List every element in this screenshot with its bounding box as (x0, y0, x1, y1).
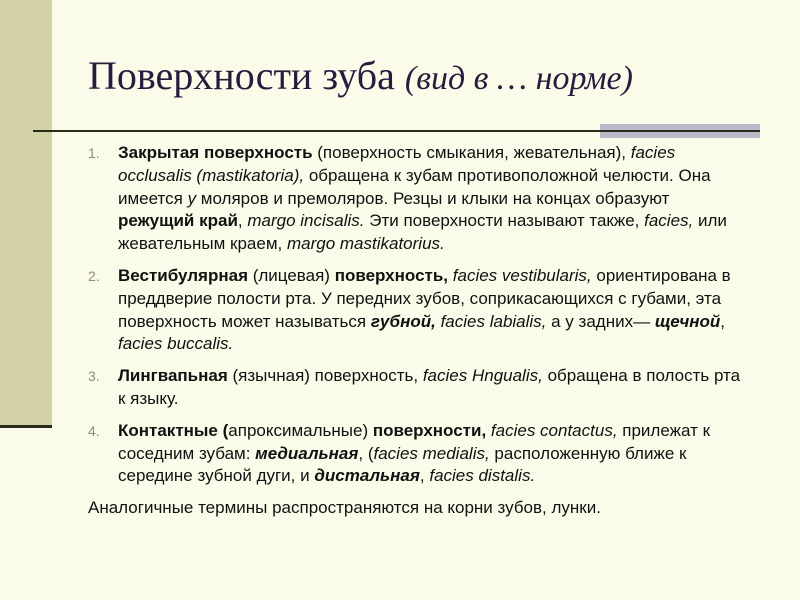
text-run: margo incisalis. (247, 211, 365, 231)
text-run: facies, (644, 211, 694, 231)
text-run: дистальная (314, 466, 420, 486)
side-decoration-line (0, 425, 52, 428)
list-item-text (118, 143, 727, 253)
text-run: facies labialis, (440, 311, 547, 331)
text-run: или жевательным краем, (118, 211, 727, 254)
slide-body (88, 142, 748, 520)
text-run: facies buccalis. (118, 334, 234, 354)
text-run: поверхность, (334, 265, 449, 285)
list-item (88, 420, 748, 488)
text-run: щечной (654, 311, 721, 331)
text-run: а у задних— (546, 311, 655, 331)
text-run: Контактные ( (118, 420, 229, 440)
text-run: facies distalis. (429, 466, 536, 486)
text-run: facies contactus, (490, 420, 618, 440)
text-run: апроксимальные) (228, 420, 373, 440)
closing-note: Аналогичные термины распространяются на корни зубов, лунки. (88, 498, 601, 518)
list-item-number: 2. (88, 267, 100, 284)
text-run: facies medialis, (373, 443, 490, 463)
list-item-number: 3. (88, 368, 100, 385)
text-run: margo mastikatorius. (286, 234, 445, 254)
text-run: (лицевая) (248, 265, 335, 285)
text-run: обращена к зубам противоположной челюсти. Она имеется (118, 165, 711, 208)
slide-title (88, 52, 633, 99)
list-item (88, 265, 748, 356)
text-run: режущий край (118, 211, 238, 231)
text-run: губной, (370, 311, 436, 331)
text-run: обращена в полость рта к языку. (118, 366, 741, 408)
text-run: , ( (358, 443, 374, 463)
text-run: ориентирована в преддверие полости рта. У передних зубов, соприкасающихся с губами, эта поверхность может называться (118, 265, 731, 331)
text-run: моляров и премоляров. Резцы и клыки на концах образуют (196, 188, 670, 208)
list-item (88, 142, 748, 256)
text-run: Закрытая поверхность (118, 143, 313, 162)
text-run: Лингвапьная (118, 366, 228, 386)
text-run: поверхности, (372, 420, 487, 440)
text-run: (язычная) поверхность, (227, 366, 423, 386)
list-item-text (118, 421, 710, 486)
text-run: (поверхность смыкания, жевательная), (312, 143, 631, 162)
text-run: facies vestibularis, (452, 265, 592, 285)
slide-title-italic: (вид в … норме) (404, 60, 633, 97)
text-run: , (720, 311, 725, 331)
text-run: у (187, 188, 197, 208)
list-item-number: 1. (88, 145, 100, 161)
text-run: Вестибулярная (118, 265, 248, 285)
list-item (88, 365, 748, 411)
text-run: facies occlusalis (mastikatoria), (118, 143, 676, 185)
text-run: прилежат к соседним зубам: (118, 420, 711, 463)
list-item-text (118, 266, 731, 353)
text-run: facies Hngualis, (422, 366, 543, 386)
surfaces-list (88, 142, 748, 488)
slide-title-main: Поверхности зуба (88, 53, 395, 98)
side-decoration-bar (0, 0, 52, 425)
text-run: , (237, 211, 248, 231)
text-run: медиальная (255, 443, 359, 463)
text-run: , (419, 466, 430, 486)
list-item-number: 4. (88, 422, 100, 439)
list-item-text (118, 366, 740, 408)
text-run: Эти поверхности называют также, (364, 211, 645, 231)
title-rule-accent-bottom (600, 132, 760, 138)
text-run: расположенную ближе к середине зубной дуги, и (118, 443, 687, 486)
